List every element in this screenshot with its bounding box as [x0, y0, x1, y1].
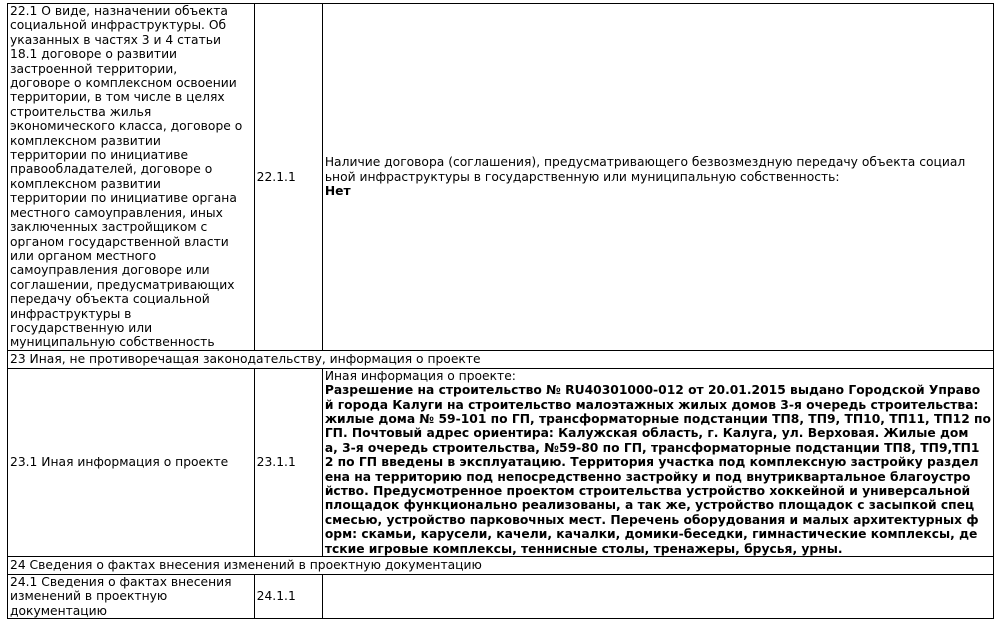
text-line: государственную или [10, 320, 153, 335]
text-line: самоуправления договоре или [10, 263, 210, 278]
row-24-1-code: 24.1.1 [254, 575, 322, 619]
text-line: экономического класса, договоре о [10, 119, 243, 134]
row-22-1-value [322, 4, 993, 351]
table-row-22-1 [8, 4, 994, 351]
text-line: строительства жилья [10, 104, 152, 119]
text-line: комплексном развитии [10, 133, 161, 148]
text-line: документацию [10, 603, 108, 618]
row-24-1-value [322, 575, 993, 619]
text-line: а, 3-я очередь строительства, №59-80 по ГП, трансформаторные подстанции ТП8, ТП9,ТП1 [324, 440, 980, 455]
section-row-23 [8, 350, 994, 368]
text-line: передачу объекта социальной [10, 292, 210, 307]
text-line: 2 по ГП введены в эксплуатацию. Территория участка под комплексную застройку раздел [324, 455, 979, 470]
text-line: й города Калуги на строительство малоэтажных жилых домов 3-я очередь строительства: [324, 397, 979, 412]
row-23-1-value [322, 368, 993, 556]
section-24-title: 24 Сведения о фактах внесения изменений в проектную документацию [8, 557, 994, 575]
row-22-1-value-answer: Нет [324, 184, 351, 199]
text-line: территории по инициативе [10, 148, 189, 163]
text-line: ена на территорию под непосредственно застройку и под внутриквартальное благоустро [324, 469, 971, 484]
text-line: муниципальную собственность [10, 335, 215, 350]
text-line: 24.1 Сведения о фактах внесения [10, 575, 232, 590]
text-line: территории, в том числе в целях [10, 90, 225, 105]
text-line: территории по инициативе органа [10, 191, 237, 206]
text-line: орм: скамьи, карусели, качели, качалки, домики-беседки, гимнастические комплексы, де [324, 527, 978, 542]
text-line: заключенных застройщиком с [10, 220, 208, 235]
row-22-1-code: 22.1.1 [254, 4, 322, 351]
text-line: местного самоуправления, иных [10, 205, 223, 220]
row-23-1-code: 23.1.1 [254, 368, 322, 556]
row-23-1-label: 23.1 Иная информация о проекте [8, 368, 255, 556]
text-line: соглашении, предусматривающих [10, 277, 235, 292]
table-row-24-1 [8, 575, 994, 619]
text-line: правообладателей, договоре о [10, 162, 213, 177]
text-line: застроенной территории, [10, 61, 178, 76]
text-line: Разрешение на строительство № RU40301000-012 от 20.01.2015 выдано Городской Управо [324, 383, 981, 398]
text-line: смесью, устройство парковочных мест. Перечень оборудования и малых архитектурных ф [324, 512, 979, 527]
text-line: инфраструктуры в [10, 306, 132, 321]
text-line: Наличие договора (соглашения), предусматривающего безвозмездную передачу объекта социал [324, 155, 966, 170]
project-declaration-table [7, 3, 994, 619]
text-line: 22.1 О виде, назначении объекта [10, 4, 228, 18]
section-23-title: 23 Иная, не противоречащая законодательству, информация о проекте [8, 350, 994, 368]
text-line: указанных в частях 3 и 4 статьи [10, 32, 221, 47]
table-row-23-1 [8, 368, 994, 556]
section-row-24 [8, 557, 994, 575]
text-line: ГП. Почтовый адрес ориентира: Калужская область, г. Калуга, ул. Верховая. Жилые дом [324, 426, 969, 441]
text-line: 18.1 договоре о развитии [10, 47, 178, 62]
row-22-1-label [8, 4, 255, 351]
text-line: йство. Предусмотренное проектом строительства устройство хоккейной и универсальной [324, 484, 971, 498]
text-line: комплексном развитии [10, 176, 161, 191]
row-24-1-label [8, 575, 255, 619]
text-line: изменений в проектную [10, 589, 168, 604]
text-line: социальной инфраструктуры. Об [10, 18, 227, 33]
text-line: жилые дома № 59-101 по ГП, трансформаторные подстанции ТП8, ТП9, ТП10, ТП11, ТП12 по [324, 411, 991, 426]
text-line: площадок функционально реализованы, а так же, устройство площадок с засыпкой спец [324, 498, 975, 513]
text-line: или органом местного [10, 248, 157, 263]
row-23-1-value-heading: Иная информация о проекте: [324, 368, 516, 383]
text-line: договоре о комплексном освоении [10, 76, 237, 91]
text-line: органом государственной власти [10, 234, 229, 249]
text-line: ьной инфраструктуры в государственную или муниципальную собственность: [324, 169, 840, 184]
text-line: тские игровые комплексы, теннисные столы, тренажеры, брусья, урны. [324, 541, 843, 556]
